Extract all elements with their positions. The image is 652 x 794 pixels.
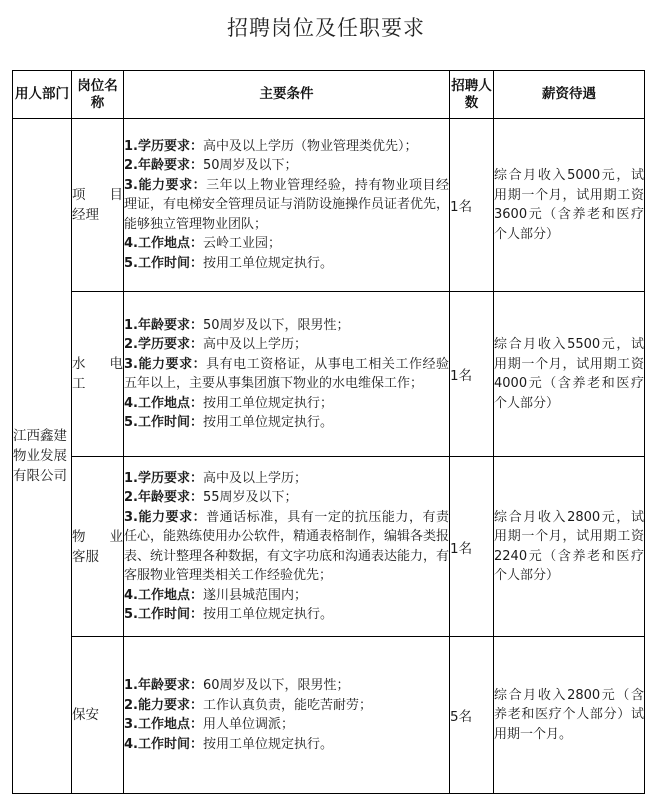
requirement-label: 4.工作地点： bbox=[124, 587, 203, 603]
position-name-line: 项 目 bbox=[72, 187, 123, 203]
requirement-item bbox=[124, 413, 449, 433]
position-cell bbox=[72, 457, 124, 637]
salary-cell: 综合月收入2800元，试用期一个月，试用期工资2240元（含养老和医疗个人部分） bbox=[494, 457, 645, 637]
salary-cell: 综合月收入5000元，试用期一个月，试用期工资3600元（含养老和医疗个人部分） bbox=[494, 119, 645, 292]
position-name-line: 保安 bbox=[72, 707, 99, 723]
headcount-cell: 5名 bbox=[450, 637, 494, 794]
requirement-text: 云岭工业园； bbox=[202, 236, 281, 252]
requirement-label: 3.工作地点： bbox=[124, 717, 203, 732]
requirement-label: 2.年龄要求： bbox=[124, 490, 203, 505]
requirement-text: 按用工单位规定执行。 bbox=[202, 736, 333, 752]
requirement-item bbox=[124, 735, 449, 755]
requirement-label: 2.学历要求： bbox=[124, 337, 203, 352]
requirement-item bbox=[124, 605, 449, 625]
requirement-item bbox=[124, 586, 449, 606]
headcount-cell: 1名 bbox=[450, 457, 494, 637]
department-cell: 江西鑫建物业发展有限公司 bbox=[13, 119, 72, 794]
requirements-cell bbox=[124, 119, 450, 292]
requirement-item bbox=[124, 508, 449, 586]
requirement-item bbox=[124, 234, 449, 254]
requirement-label: 4.工作地点： bbox=[124, 236, 203, 252]
requirement-label: 4.工作地点： bbox=[124, 395, 203, 411]
requirement-text: 高中及以上学历； bbox=[202, 337, 307, 352]
position-cell bbox=[72, 637, 124, 794]
position-cell bbox=[72, 119, 124, 292]
requirement-item bbox=[124, 676, 449, 696]
table-row bbox=[13, 292, 645, 457]
headcount-cell: 1名 bbox=[450, 292, 494, 457]
requirement-item bbox=[124, 488, 449, 508]
requirements-cell bbox=[124, 637, 450, 794]
requirement-label: 5.工作时间： bbox=[124, 255, 203, 271]
requirement-item bbox=[124, 335, 449, 355]
salary-cell: 综合月收入5500元，试用期一个月，试用期工资4000元（含养老和医疗个人部分） bbox=[494, 292, 645, 457]
position-name-line: 物 业 bbox=[72, 528, 123, 545]
position-name-line: 工 bbox=[72, 376, 86, 392]
requirement-label: 1.年龄要求： bbox=[124, 317, 203, 333]
requirements-cell bbox=[124, 457, 450, 637]
requirement-label: 1.学历要求： bbox=[124, 138, 203, 154]
table-header-row bbox=[13, 71, 645, 119]
requirement-text: 60周岁及以下，限男性； bbox=[202, 678, 350, 693]
table-row bbox=[13, 457, 645, 637]
requirement-text: 50周岁及以下； bbox=[202, 158, 298, 174]
requirement-item bbox=[124, 355, 449, 394]
header-position: 岗位名称 bbox=[72, 71, 124, 119]
requirement-label: 4.工作时间： bbox=[124, 736, 203, 752]
salary-cell: 综合月收入2800元（含养老和医疗个人部分）试用期一个月。 bbox=[494, 637, 645, 794]
requirement-text: 普通话标准，具有一定的抗压能力，有责任心，能熟练使用办公软件，精通表格制作，编辑各类报表、统计整理各种数据，有文字功底和沟通表达能力，有客服物业管理类相关工作经验优先； bbox=[124, 509, 450, 583]
headcount-cell: 1名 bbox=[450, 119, 494, 292]
requirement-item bbox=[124, 137, 449, 157]
requirement-text: 按用工单位规定执行； bbox=[202, 395, 333, 411]
requirement-text: 按用工单位规定执行。 bbox=[202, 255, 333, 271]
requirement-label: 1.年龄要求： bbox=[124, 678, 203, 693]
requirement-text: 高中及以上学历； bbox=[202, 470, 307, 486]
requirement-item bbox=[124, 715, 449, 735]
requirement-label: 3.能力要求： bbox=[124, 509, 207, 525]
requirement-text: 50周岁及以下，限男性； bbox=[202, 317, 350, 333]
requirement-label: 3.能力要求： bbox=[124, 356, 207, 372]
document-title: 招聘岗位及任职要求 bbox=[227, 16, 425, 40]
requirement-item bbox=[124, 156, 449, 176]
position-name-line: 水 电 bbox=[72, 356, 123, 372]
requirement-text: 按用工单位规定执行。 bbox=[202, 607, 333, 622]
requirement-label: 5.工作时间： bbox=[124, 607, 203, 622]
recruitment-table bbox=[12, 70, 645, 794]
requirement-text: 高中及以上学历（物业管理类优先）； bbox=[202, 138, 418, 154]
requirement-text: 具有电工资格证，从事电工相关工作经验五年以上，主要从事集团旗下物业的水电维保工作； bbox=[124, 356, 449, 391]
position-cell bbox=[72, 292, 124, 457]
requirement-item bbox=[124, 469, 449, 489]
requirement-label: 1.学历要求： bbox=[124, 470, 203, 486]
position-name-line: 客服 bbox=[72, 548, 99, 565]
table-row bbox=[13, 119, 645, 292]
header-count: 招聘人数 bbox=[450, 71, 494, 119]
requirement-text: 遂川县城范围内； bbox=[202, 587, 307, 603]
requirement-label: 2.能力要求： bbox=[124, 697, 203, 713]
requirement-label: 3.能力要求： bbox=[124, 177, 207, 193]
requirement-item bbox=[124, 254, 449, 274]
position-name-line: 经理 bbox=[72, 207, 99, 223]
requirement-item bbox=[124, 696, 449, 716]
requirement-label: 5.工作时间： bbox=[124, 415, 203, 430]
requirements-cell bbox=[124, 292, 450, 457]
requirement-text: 55周岁及以下； bbox=[202, 490, 298, 505]
header-salary: 薪资待遇 bbox=[494, 71, 645, 119]
requirement-text: 三年以上物业管理经验，持有物业项目经理证，有电梯安全管理员证与消防设施操作员证者优先，能够独立管理物业团队； bbox=[124, 177, 450, 232]
requirement-label: 2.年龄要求： bbox=[124, 158, 203, 174]
requirement-item bbox=[124, 316, 449, 336]
header-dept: 用人部门 bbox=[13, 71, 72, 119]
requirement-item bbox=[124, 394, 449, 414]
job-rows bbox=[13, 119, 645, 794]
requirement-text: 按用工单位规定执行。 bbox=[202, 415, 333, 430]
requirement-item bbox=[124, 176, 449, 235]
header-requirements: 主要条件 bbox=[124, 71, 450, 119]
table-row bbox=[13, 637, 645, 794]
requirement-text: 用人单位调派； bbox=[202, 717, 294, 732]
requirement-text: 工作认真负责，能吃苦耐劳； bbox=[202, 697, 372, 713]
